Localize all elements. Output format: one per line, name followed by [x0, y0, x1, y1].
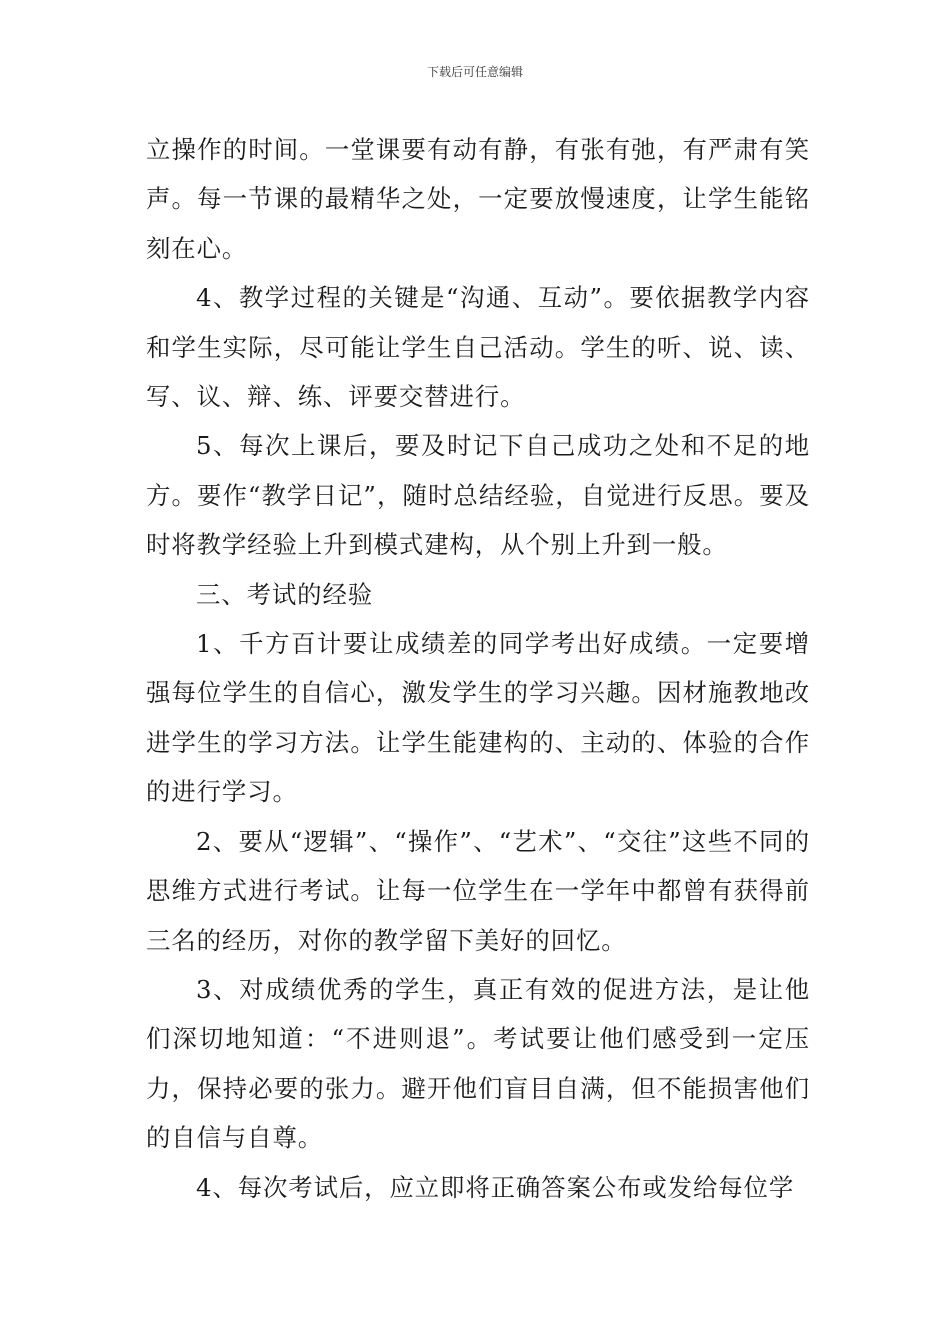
section-heading-exam-experience: 三、考试的经验 [196, 579, 374, 609]
paragraph-item-1-exam: 1、千方百计要让成绩差的同学考出好成绩。一定要增强每位学生的自信心，激发学生的学习兴趣。因材施教地改进学生的学习方法。让学生能建构的、主动的、体验的合作的进行学习。 [146, 629, 810, 807]
paragraph-item-4-exam: 4、每次考试后，应立即将正确答案公布或发给每位学 [196, 1172, 795, 1202]
paragraph-continuation: 立操作的时间。一堂课要有动有静，有张有弛，有严肃有笑声。每一节课的最精华之处，一定要放慢速度，让学生能铭刻在心。 [146, 135, 810, 263]
page-header: 下载后可任意编辑 [426, 65, 523, 79]
document-body [146, 125, 810, 1212]
paragraph-item-3-exam: 3、对成绩优秀的学生，真正有效的促进方法，是让他们深切地知道：“不进则退”。考试要让他们感受到一定压力，保持必要的张力。避开他们盲目自满，但不能损害他们的自信与自尊。 [146, 974, 810, 1153]
paragraph-item-4-teaching: 4、教学过程的关键是“沟通、互动”。要依据教学内容和学生实际，尽可能让学生自己活动。学生的听、说、读、写、议、辩、练、评要交替进行。 [146, 283, 810, 412]
paragraph-item-2-exam: 2、要从“逻辑”、“操作”、“艺术”、“交往”这些不同的思维方式进行考试。让每一位学生在一学年中都曾有获得前三名的经历，对你的教学留下美好的回忆。 [146, 826, 810, 955]
paragraph-item-5-teaching: 5、每次上课后，要及时记下自己成功之处和不足的地方。要作“教学日记”，随时总结经验，自觉进行反思。要及时将教学经验上升到模式建构，从个别上升到一般。 [146, 431, 810, 560]
